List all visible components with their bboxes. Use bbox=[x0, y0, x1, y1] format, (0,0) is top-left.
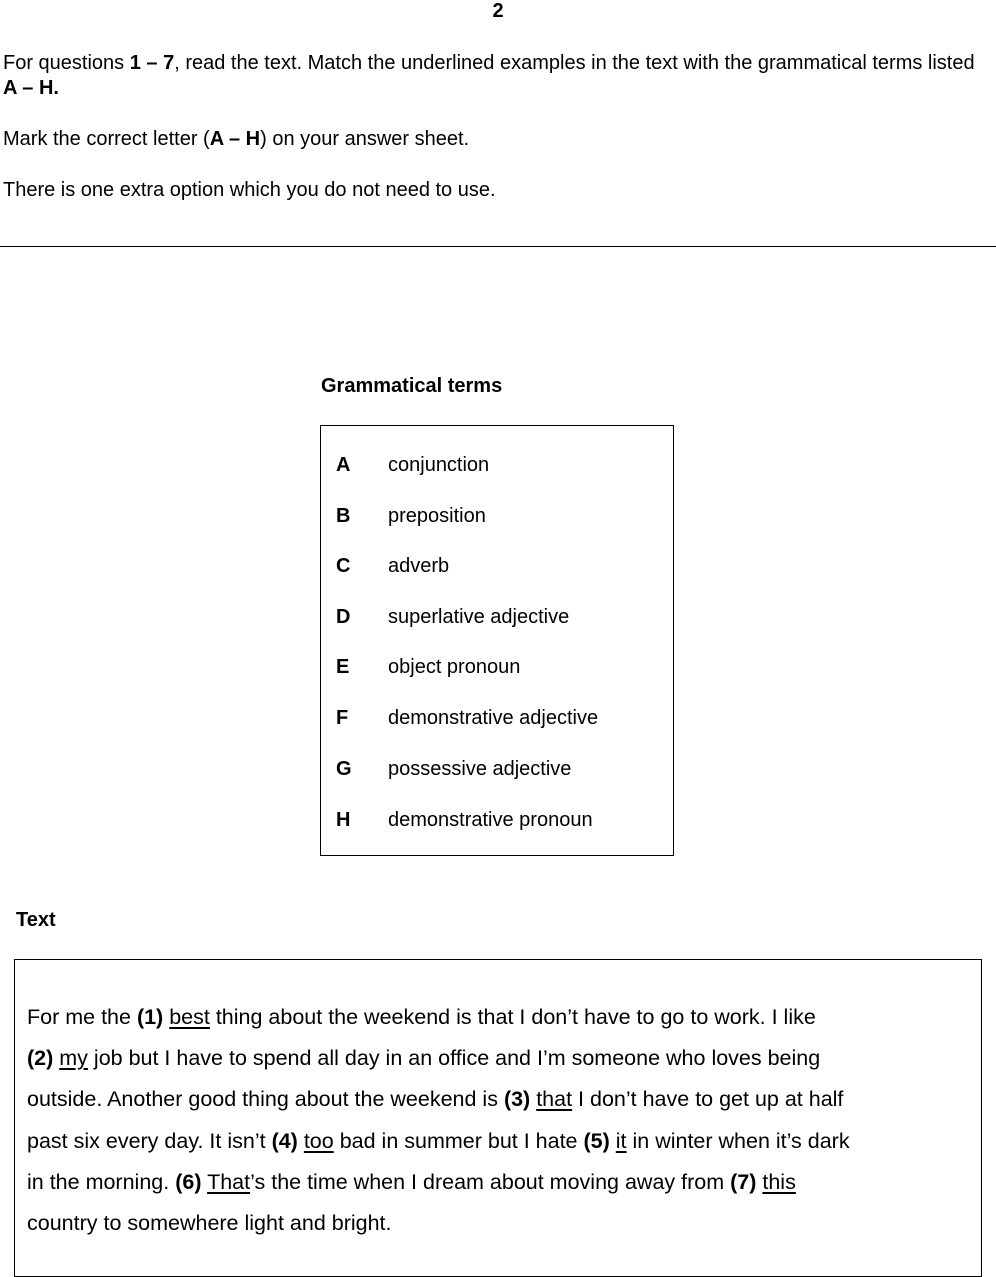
instruction-match: For questions 1 – 7, read the text. Match the underlined examples in the text with the grammatical terms listed A – H. bbox=[3, 52, 975, 99]
text-line: outside. Another good thing about the weekend is (3) that I don’t have to get up at half bbox=[27, 1087, 844, 1111]
term-row bbox=[336, 808, 593, 832]
divider bbox=[0, 246, 996, 247]
question-number: (5) bbox=[583, 1129, 610, 1153]
question-number: (1) bbox=[136, 1005, 164, 1029]
question-number: (3) bbox=[503, 1087, 531, 1111]
text-box bbox=[14, 959, 982, 1277]
underlined-word: it bbox=[615, 1129, 627, 1153]
term-label: superlative adjective bbox=[388, 606, 570, 628]
question-number: (4) bbox=[271, 1129, 298, 1153]
question-number: (6) bbox=[175, 1170, 202, 1194]
text-line: (2) my job but I have to spend all day in an office and I’m someone who loves being bbox=[27, 1046, 821, 1070]
underlined-word: That bbox=[207, 1170, 251, 1194]
term-letter: D bbox=[336, 606, 351, 628]
underlined-word: this bbox=[762, 1170, 796, 1194]
text-line: in the morning. (6) That’s the time when I dream about moving away from (7) this bbox=[27, 1170, 796, 1194]
question-number: (7) bbox=[730, 1170, 757, 1194]
text-heading: Text bbox=[16, 909, 56, 931]
instructions bbox=[3, 51, 983, 203]
term-label: object pronoun bbox=[388, 656, 521, 678]
term-row bbox=[336, 655, 520, 679]
underlined-word: my bbox=[59, 1046, 88, 1070]
term-letter: E bbox=[336, 656, 350, 678]
term-label: conjunction bbox=[388, 454, 490, 476]
instruction-extra: There is one extra option which you do not need to use. bbox=[3, 179, 496, 201]
term-row bbox=[336, 605, 569, 629]
terms-heading: Grammatical terms bbox=[321, 375, 503, 397]
text-line: country to somewhere light and bright. bbox=[27, 1211, 392, 1235]
term-letter: G bbox=[336, 758, 352, 780]
terms-box bbox=[320, 425, 674, 856]
instruction-mark: Mark the correct letter (A – H) on your answer sheet. bbox=[3, 128, 470, 150]
term-label: demonstrative pronoun bbox=[388, 809, 593, 831]
underlined-word: that bbox=[536, 1087, 573, 1111]
text-line: past six every day. It isn’t (4) too bad in summer but I hate (5) it in winter when it’s dark bbox=[27, 1129, 850, 1153]
term-letter: C bbox=[336, 555, 351, 577]
underlined-word: too bbox=[303, 1129, 334, 1153]
underlined-word: best bbox=[169, 1005, 210, 1029]
term-label: possessive adjective bbox=[388, 758, 572, 780]
term-row bbox=[336, 554, 449, 578]
term-row bbox=[336, 453, 489, 477]
term-label: preposition bbox=[388, 505, 486, 527]
term-label: adverb bbox=[388, 555, 450, 577]
term-row bbox=[336, 757, 571, 781]
term-row bbox=[336, 706, 598, 730]
page-number: 2 bbox=[492, 0, 504, 22]
term-letter: B bbox=[336, 505, 351, 527]
text-line: For me the (1) best thing about the weekend is that I don’t have to go to work. I like bbox=[27, 1005, 816, 1029]
question-number: (2) bbox=[27, 1046, 54, 1070]
term-row bbox=[336, 504, 486, 528]
term-letter: H bbox=[336, 809, 351, 831]
term-letter: F bbox=[336, 707, 349, 729]
term-label: demonstrative adjective bbox=[388, 707, 599, 729]
term-letter: A bbox=[336, 454, 351, 476]
